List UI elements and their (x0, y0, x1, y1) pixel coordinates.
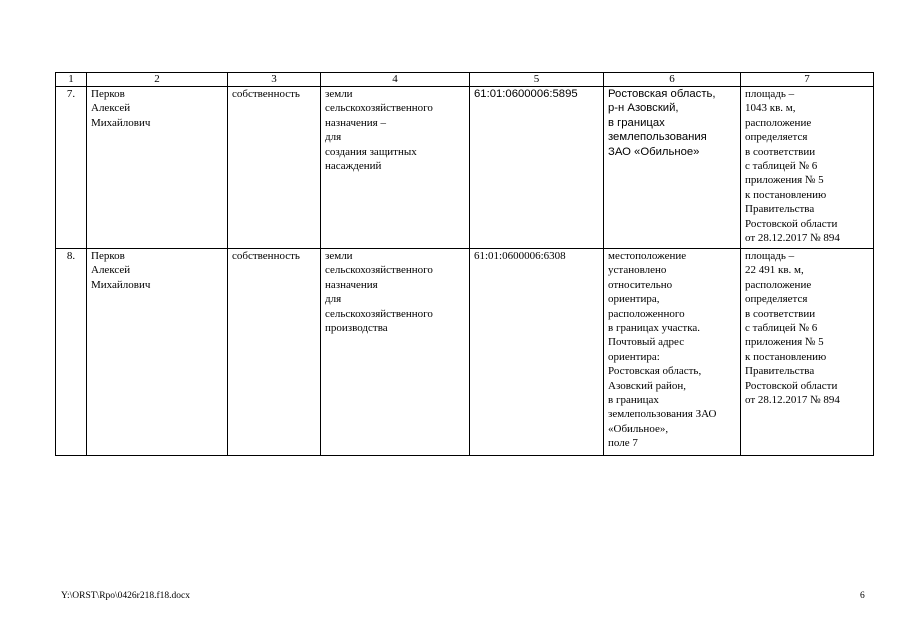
column-number: 2 (87, 73, 228, 87)
cell-line: Алексей (91, 264, 131, 277)
column-number: 3 (228, 73, 321, 87)
cell-line: приложения № 5 (745, 336, 824, 349)
column-number: 7 (741, 73, 874, 87)
column-number: 5 (470, 73, 604, 87)
cell-line: 22 491 кв. м, (745, 264, 804, 277)
cell-line: определяется (745, 293, 808, 306)
cell-line: к постановлению (745, 188, 827, 201)
land-category-cell (321, 249, 470, 456)
cell-line: насаждений (325, 160, 382, 173)
cell-line: расположение (745, 278, 812, 291)
cell-line: производства (325, 322, 388, 335)
cell-line: в соответствии (745, 307, 816, 320)
cell-line: Ростовской области (745, 217, 838, 230)
cell-line: 1043 кв. м, (745, 102, 796, 115)
cell-line: Михайлович (91, 116, 151, 129)
owner-cell (87, 87, 228, 249)
right-type-cell: собственность (228, 87, 321, 249)
location-cell (604, 87, 741, 249)
cell-line: Алексей (91, 102, 131, 115)
cell-line: земли (325, 250, 353, 262)
cell-line: относительно (608, 278, 673, 291)
cell-line: назначения (325, 278, 378, 291)
cell-line: ориентира: (608, 350, 660, 363)
cell-line: для (325, 293, 342, 306)
page-number: 6 (860, 591, 865, 601)
cell-line: землепользования ЗАО (608, 408, 717, 421)
cell-line: р-н Азовский, (608, 102, 679, 115)
cell-line: в границах (608, 116, 665, 129)
cell-line: Михайлович (91, 278, 151, 291)
row-number: 7. (56, 87, 87, 249)
cell-line: Азовский район, (608, 379, 687, 392)
column-number: 6 (604, 73, 741, 87)
cell-line: для (325, 131, 342, 144)
cell-line: сельскохозяйственного (325, 307, 433, 320)
cell-line: с таблицей № 6 (745, 322, 818, 335)
land-category-cell (321, 87, 470, 249)
location-cell (604, 249, 741, 456)
cell-line: землепользования (608, 131, 707, 144)
cell-line: в соответствии (745, 145, 816, 158)
cell-line: «Обильное», (608, 422, 669, 435)
owner-cell (87, 249, 228, 456)
file-path: Y:\ORST\Rpo\0426r218.f18.docx (61, 591, 190, 601)
cell-line: Ростовской области (745, 379, 838, 392)
row-number: 8. (56, 249, 87, 456)
cell-line: приложения № 5 (745, 174, 824, 187)
cell-line: сельскохозяйственного (325, 264, 433, 277)
cell-line: от 28.12.2017 № 894 (745, 394, 840, 407)
cell-line: Почтовый адрес (608, 336, 685, 349)
column-number: 4 (321, 73, 470, 87)
column-number: 1 (56, 73, 87, 87)
cell-line: ЗАО «Обильное» (608, 145, 700, 158)
cell-line: с таблицей № 6 (745, 160, 818, 173)
table-row (56, 87, 874, 249)
land-register-table (55, 72, 874, 456)
area-cell (741, 87, 874, 249)
cell-line: площадь – (745, 88, 795, 100)
cadastral-number-cell: 61:01:0600006:5895 (470, 87, 604, 249)
cell-line: земли (325, 88, 353, 100)
cell-line: Правительства (745, 365, 815, 378)
table-row (56, 249, 874, 456)
cell-line: от 28.12.2017 № 894 (745, 232, 840, 245)
cell-line: установлено (608, 264, 667, 277)
cell-line: поле 7 (608, 437, 638, 450)
cell-line: к постановлению (745, 350, 827, 363)
cadastral-number-cell: 61:01:0600006:6308 (470, 249, 604, 456)
cell-line: создания защитных (325, 145, 417, 158)
cell-line: назначения – (325, 116, 386, 129)
cell-line: Перков (91, 250, 125, 262)
cell-line: в границах участка. (608, 322, 701, 335)
cell-line: в границах (608, 394, 659, 407)
column-number-row (56, 73, 874, 87)
area-cell (741, 249, 874, 456)
cell-line: Ростовская область, (608, 365, 702, 378)
cell-line: Ростовская область, (608, 88, 716, 100)
cell-line: площадь – (745, 250, 795, 262)
cell-line: расположение (745, 116, 812, 129)
right-type-cell: собственность (228, 249, 321, 456)
cell-line: Перков (91, 88, 125, 100)
cell-line: местоположение (608, 250, 687, 262)
cell-line: определяется (745, 131, 808, 144)
cell-line: ориентира, (608, 293, 660, 306)
cell-line: Правительства (745, 203, 815, 216)
cell-line: расположенного (608, 307, 685, 320)
cell-line: сельскохозяйственного (325, 102, 433, 115)
